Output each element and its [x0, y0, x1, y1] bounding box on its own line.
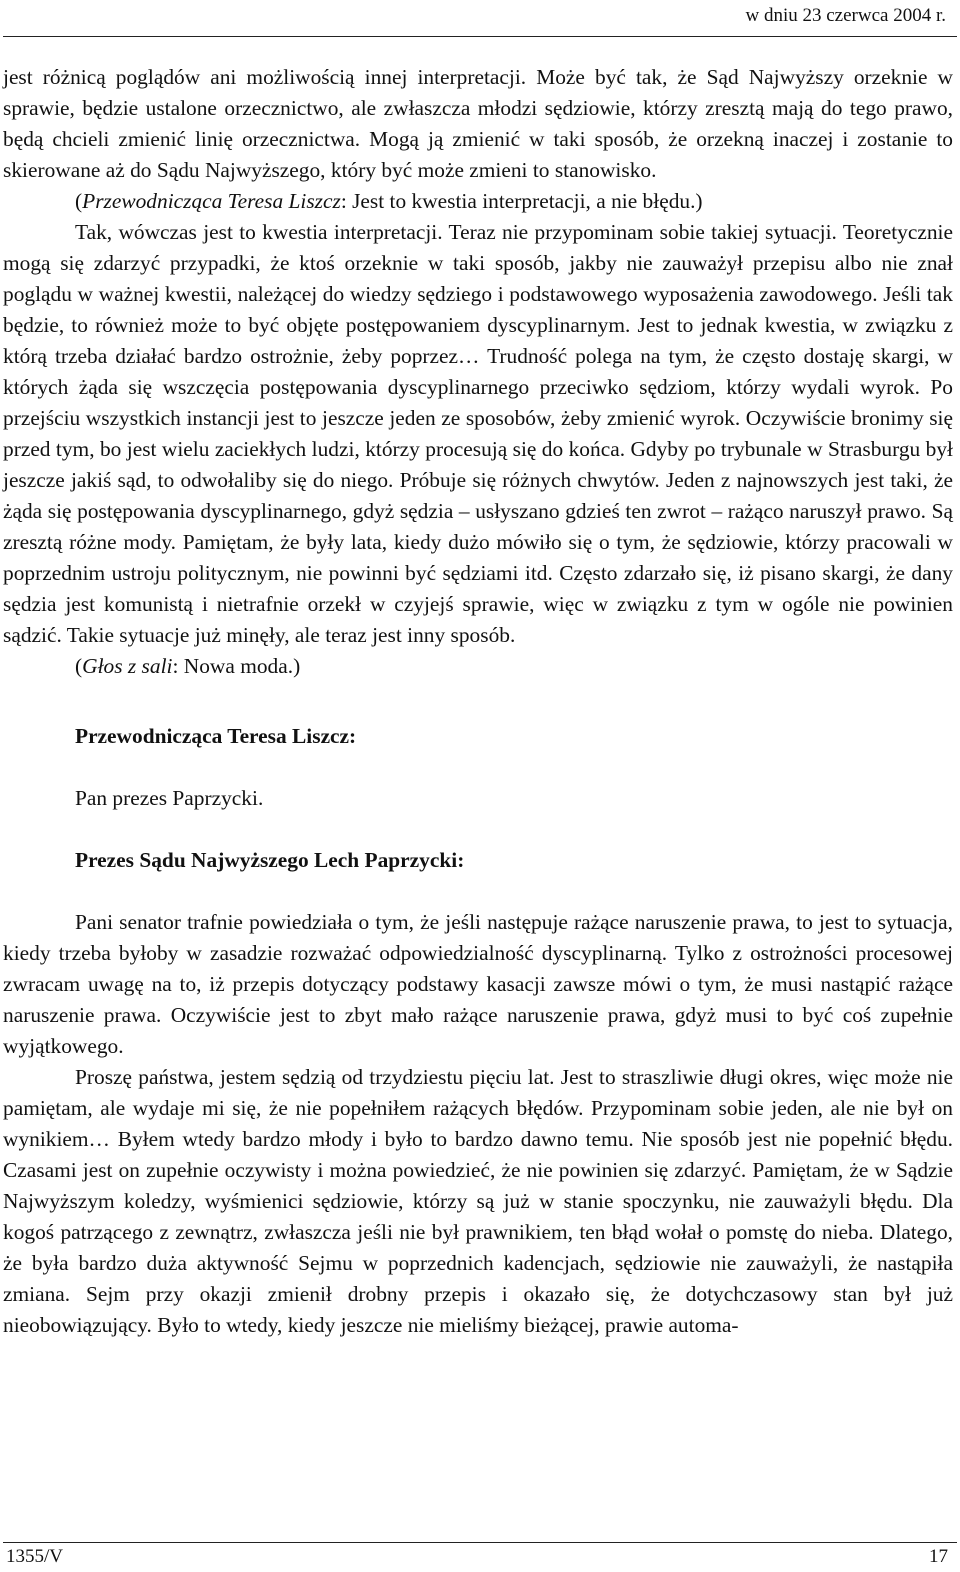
document-number: 1355/V: [6, 1546, 63, 1567]
aside-remark-2: (Głos z sali: Nowa moda.): [75, 654, 301, 678]
paragraph-4: Pani senator trafnie powiedziała o tym, że jeśli następuje rażące naruszenie prawa, to jest to sytuacja, kiedy trzeba byłoby w zasadzie rozważać odpowiedzialność dyscyplinarną. Tylko z ostrożności procesowej zwracam uwagę na to, iż przepis dotyczący podstawy kasacji zawsze mówi o tym, że musi nastąpić rażące naruszenie prawa. Oczywiście jest to zbyt mało rażące naruszenie prawa, gdyż musi to być coś zupełnie wyjątkowego.: [3, 910, 953, 1058]
footer-rule: [3, 1542, 957, 1543]
paragraph-5: Proszę państwa, jestem sędzią od trzydziestu pięciu lat. Jest to straszliwie długi okres, więc może nie pamiętam, ale wydaje mi się, że nie popełniłem rażących błędów. Przypominam sobie jeden, ale nie był on wynikiem… Byłem wtedy bardzo młody i było to bardzo dawno temu. Nie sposób jest nie popełnić błędu. Czasami jest on zupełnie oczywisty i można powiedzieć, że nie powinien się zdarzyć. Pamiętam, że w Sądzie Najwyższym koledzy, wyśmienici sędziowie, którzy są już w stanie spoczynku, nie zauważyli błędu. Dla kogoś patrzącego z zewnątrz, zwłaszcza jeśli nie był prawnikiem, ten błąd wołał o pomstę do nieba. Dlatego, że była bardzo duża aktywność Sejmu w poprzednich kadencjach, sędziowie nie zauważyli, że nastąpiła zmiana. Sejm przy okazji zmienił drobny przepis i okazało się, że dotychczasowy stan był już nieobowiązujący. Było to wtedy, kiedy jeszcze nie mieliśmy bieżącej, prawie automa-: [3, 1065, 953, 1337]
speaker-heading-1: Przewodnicząca Teresa Liszcz:: [75, 724, 357, 748]
page-header-date: w dniu 23 czerwca 2004 r.: [745, 5, 946, 26]
paragraph-3: Pan prezes Paprzycki.: [75, 786, 264, 810]
speaker-heading-2: Prezes Sądu Najwyższego Lech Paprzycki:: [75, 848, 465, 872]
aside-speaker-2: Głos z sali: [82, 654, 173, 678]
paragraph-2: Tak, wówczas jest to kwestia interpretacji. Teraz nie przypominam sobie takiej sytuacji. Teoretycznie mogą się zdarzyć przypadki, że ktoś orzeknie w taki sposób, jakby nie zauważył przepisu albo nie znał poglądu w ważnej kwestii, należącej do wiedzy sędziego i podstawowego wyposażenia zawodowego. Jeśli tak będzie, to również może to być objęte postępowaniem dyscyplinarnym. Jest to jednak kwestia, w związku z którą trzeba działać bardzo ostrożnie, żeby poprzez… Trudność polega na tym, że często dostaję skargi, w których żąda się wszczęcia postępowania dyscyplinarnego przeciwko sędziom, którzy wydali wyrok. Po przejściu wszystkich instancji jest to jeszcze jeden ze sposobów, żeby zmienić wyrok. Oczywiście bronimy się przed tym, bo jest wielu zaciekłych ludzi, którzy procesują się do końca. Gdyby po trybunale w Strasburgu był jeszcze jakiś sąd, to odwołaliby się do niego. Próbuje się różnych chwytów. Jeden z najnowszych jest taki, że żąda się postępowania dyscyplinarnego, gdyż sędzia – usłyszano gdzieś ten zwrot – rażąco naruszył prawo. Są zresztą różne mody. Pamiętam, że były lata, kiedy dużo mówiło się o tym, że sędziowie, którzy pracowali w poprzednim ustroju politycznym, nie powinni być sędziami itd. Często zdarzało się, iż pisano skargi, że dany sędzia jest komunistą i nietrafnie orzekł w czyjejś sprawie, więc w związku z tym w ogóle nie powinien sądzić. Takie sytuacje już minęły, ale teraz jest inny sposób.: [3, 220, 953, 647]
header-rule: [3, 36, 957, 37]
aside-remark-1: (Przewodnicząca Teresa Liszcz: Jest to kwestia interpretacji, a nie błędu.): [75, 189, 703, 213]
aside-text-1: : Jest to kwestia interpretacji, a nie błędu.): [340, 189, 703, 213]
aside-speaker-1: Przewodnicząca Teresa Liszcz: [82, 189, 341, 213]
paragraph-1: jest różnicą poglądów ani możliwością innej interpretacji. Może być tak, że Sąd Najwyższy orzeknie w sprawie, będzie ustalone orzecznictwo, ale zwłaszcza młodzi sędziowie, którzy zresztą mają do tego prawo, będą chcieli zmienić linię orzecznictwa. Mogą ją zmienić w taki sposób, że orzekną inaczej i zostanie to skierowane aż do Sądu Najwyższego, który być może zmieni to stanowisko.: [3, 65, 953, 182]
transcript-body: [3, 62, 953, 1341]
aside-text-2: : Nowa moda.): [172, 654, 301, 678]
page-number: 17: [929, 1546, 948, 1567]
